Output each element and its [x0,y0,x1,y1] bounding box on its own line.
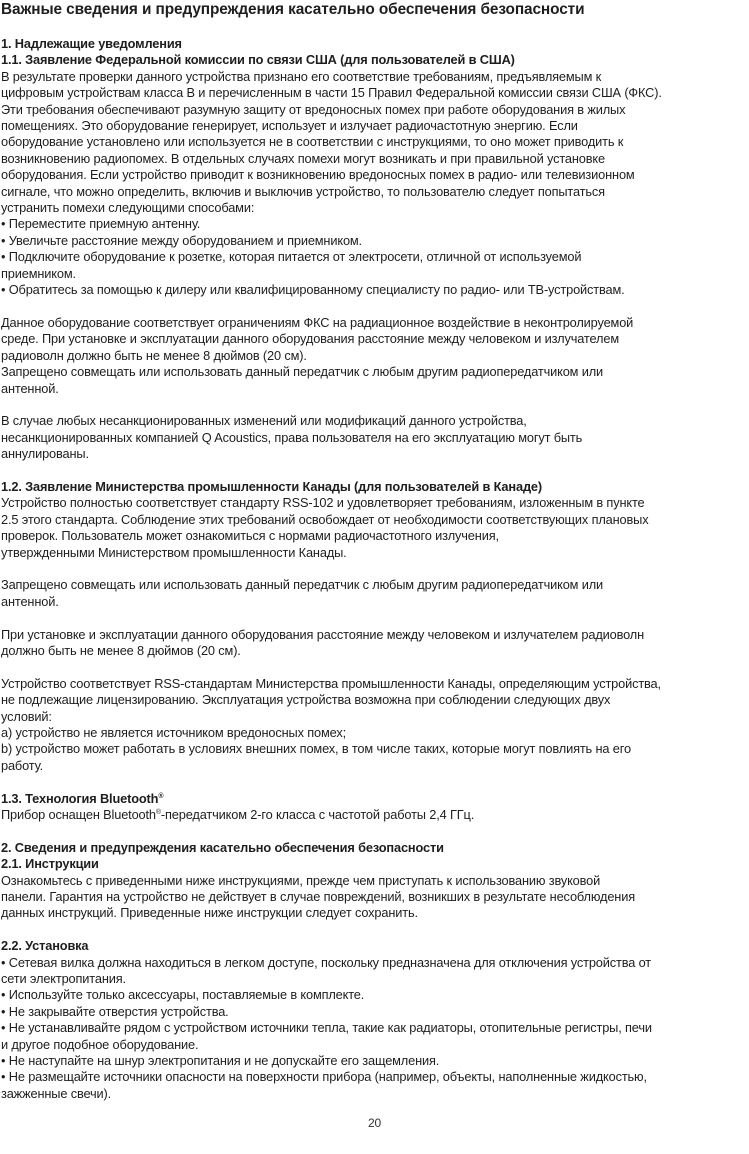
bluetooth-text-before: Прибор оснащен Bluetooth [1,806,156,822]
text-line: работу. [1,757,44,773]
registered-mark: ® [155,808,161,816]
text-line: и другое подобное оборудование. [1,1036,199,1052]
text-line: Устройство полностью соответствует стандарту RSS-102 и удовлетворяет требованиям, изложенным в пункте [1,495,645,511]
text-line: зажженные свечи). [1,1085,112,1101]
text-line: не подлежащие лицензированию. Эксплуатация устройства возможна при соблюдении следующих двух [1,692,611,708]
section-2-2-list [1,955,749,1103]
text-line: • Увеличьте расстояние между оборудованием и приемником. [1,232,362,248]
text-line: При установке и эксплуатации данного оборудования расстояние между человеком и излучателем радиоволн [1,626,645,642]
text-line: антенной. [1,380,59,396]
text-line: • Не устанавливайте рядом с устройством источники тепла, такие как радиаторы, отопительные регистры, печи [1,1020,652,1036]
text-line: проверок. Пользователь может ознакомиться с нормами радиочастотного излучения, [1,528,499,544]
section-2-1-paragraph [1,873,749,922]
section-1-3-heading [1,791,749,807]
text-line: оборудование установлено или используется не в соответствии с инструкциями, то оно может приводить к [1,134,624,150]
text-line: должно быть не менее 8 дюймов (20 см). [1,642,241,658]
spacer [1,561,749,577]
text-line: сети электропитания. [1,971,126,987]
text-line: утвержденными Министерством промышленности Канады. [1,544,347,560]
text-line: • Не наступайте на шнур электропитания и не допускайте его защемления. [1,1053,440,1069]
text-line: • Переместите приемную антенну. [1,216,201,232]
text-line: условий: [1,708,52,724]
text-line: оборудования. Если устройство приводит к возникновению вредоносных помех в радио- или телевизионном [1,167,635,183]
section-2-2-heading: 2.2. Установка [1,938,89,954]
text-line: Запрещено совмещать или использовать данный передатчик с любым другим радиопередатчиком или [1,577,604,593]
text-line: • Обратитесь за помощью к дилеру или квалифицированному специалисту по радио- или ТВ-устройствам. [1,282,625,298]
page-number: 20 [367,1116,382,1130]
spacer [1,19,749,36]
spacer [1,299,749,315]
section-1-1-paragraph-1 [1,69,749,299]
section-2-heading: 2. Сведения и предупреждения касательно обеспечения безопасности [1,839,444,855]
text-line: • Сетевая вилка должна находиться в легком доступе, поскольку предназначена для отключения устройства от [1,954,652,970]
section-1-2-paragraph-4 [1,676,749,774]
text-line: сигнале, что можно определить, включив и выключив устройство, то пользователю следует попытаться [1,183,605,199]
spacer [1,610,749,626]
text-line: 2.5 этого стандарта. Соблюдение этих требований освобождает от необходимости соответствующих плановых [1,511,649,527]
text-line: Запрещено совмещать или использовать данный передатчик с любым другим радиопередатчиком или [1,364,604,380]
text-line: b) устройство может работать в условиях внешних помех, в том числе таких, которые могут повлиять на его [1,741,631,757]
section-1-2-paragraph-2 [1,577,749,610]
section-1-2-heading: 1.2. Заявление Министерства промышленности Канады (для пользователей в Канаде) [1,478,542,494]
spacer [1,397,749,413]
text-line: аннулированы. [1,446,89,462]
section-2-1-heading: 2.1. Инструкции [1,856,99,872]
spacer [1,774,749,790]
text-line: устранить помехи следующими способами: [1,200,255,216]
section-1-2-paragraph-1 [1,495,749,561]
text-line: Ознакомьтесь с приведенными ниже инструкциями, прежде чем приступать к использованию звуковой [1,872,601,888]
spacer [1,463,749,479]
bluetooth-text-after: -передатчиком 2-го класса с частотой работы 2,4 ГГц. [160,806,475,822]
spacer [1,659,749,675]
text-line: • Не размещайте источники опасности на поверхности прибора (например, объекты, наполненные жидкостью, [1,1069,647,1085]
text-line: • Используйте только аксессуары, поставляемые в комплекте. [1,987,365,1003]
text-line: радиоволн должно быть не менее 8 дюймов (20 см). [1,347,307,363]
text-line: панели. Гарантия на устройство не действует в случае повреждений, возникших в результате несоблюдения [1,889,635,904]
section-1-1-heading: 1.1. Заявление Федеральной комиссии по связи США (для пользователей в США) [1,52,515,68]
registered-mark: ® [158,792,164,800]
text-line: В результате проверки данного устройства признано его соответствие требованиям, предъявляемым к [1,68,602,84]
text-line: Данное оборудование соответствует ограничениям ФКС на радиационное воздействие в неконтролируемой [1,314,634,330]
page-title: Важные сведения и предупреждения касательно обеспечения безопасности [1,1,585,18]
text-line: a) устройство не является источником вредоносных помех; [1,724,346,740]
section-1-1-paragraph-2 [1,315,749,397]
spacer [1,823,749,839]
text-line: среде. При установке и эксплуатации данного оборудования расстояние между человеком и излучателем [1,331,619,347]
section-1-3-heading-text: 1.3. Технология Bluetooth [1,790,159,806]
text-line: возникновению радиопомех. В отдельных случаях помехи могут возникать и при правильной установке [1,150,605,166]
text-line: приемником. [1,265,76,281]
text-line: антенной. [1,593,59,609]
text-line: • Подключите оборудование к розетке, которая питается от электросети, отличной от используемой [1,249,582,265]
text-line: цифровым устройствам класса B и перечисленным в части 15 Правил Федеральной комиссии связи США (ФКС). [1,85,662,101]
section-1-heading: 1. Надлежащие уведомления [1,36,182,51]
text-line: Эти требования обеспечивают разумную защиту от вредоносных помех при работе оборудования в жилых [1,101,626,117]
section-1-3-paragraph [1,807,749,823]
text-line: помещениях. Это оборудование генерирует, использует и излучает радиочастотную энергию. Если [1,118,578,134]
section-1-1-paragraph-3 [1,413,749,462]
spacer [1,922,749,938]
text-line: Устройство соответствует RSS-стандартам Министерства промышленности Канады, определяющим устройства, [1,675,661,691]
section-1-2-paragraph-3 [1,627,749,660]
text-line: В случае любых несанкционированных изменений или модификаций данного устройства, [1,413,527,429]
text-line: несанкционированных компанией Q Acoustics, права пользователя на его эксплуатацию могут быть [1,429,583,445]
text-line: данных инструкций. Приведенные ниже инструкции следует сохранить. [1,905,418,921]
text-line: • Не закрывайте отверстия устройства. [1,1003,229,1019]
